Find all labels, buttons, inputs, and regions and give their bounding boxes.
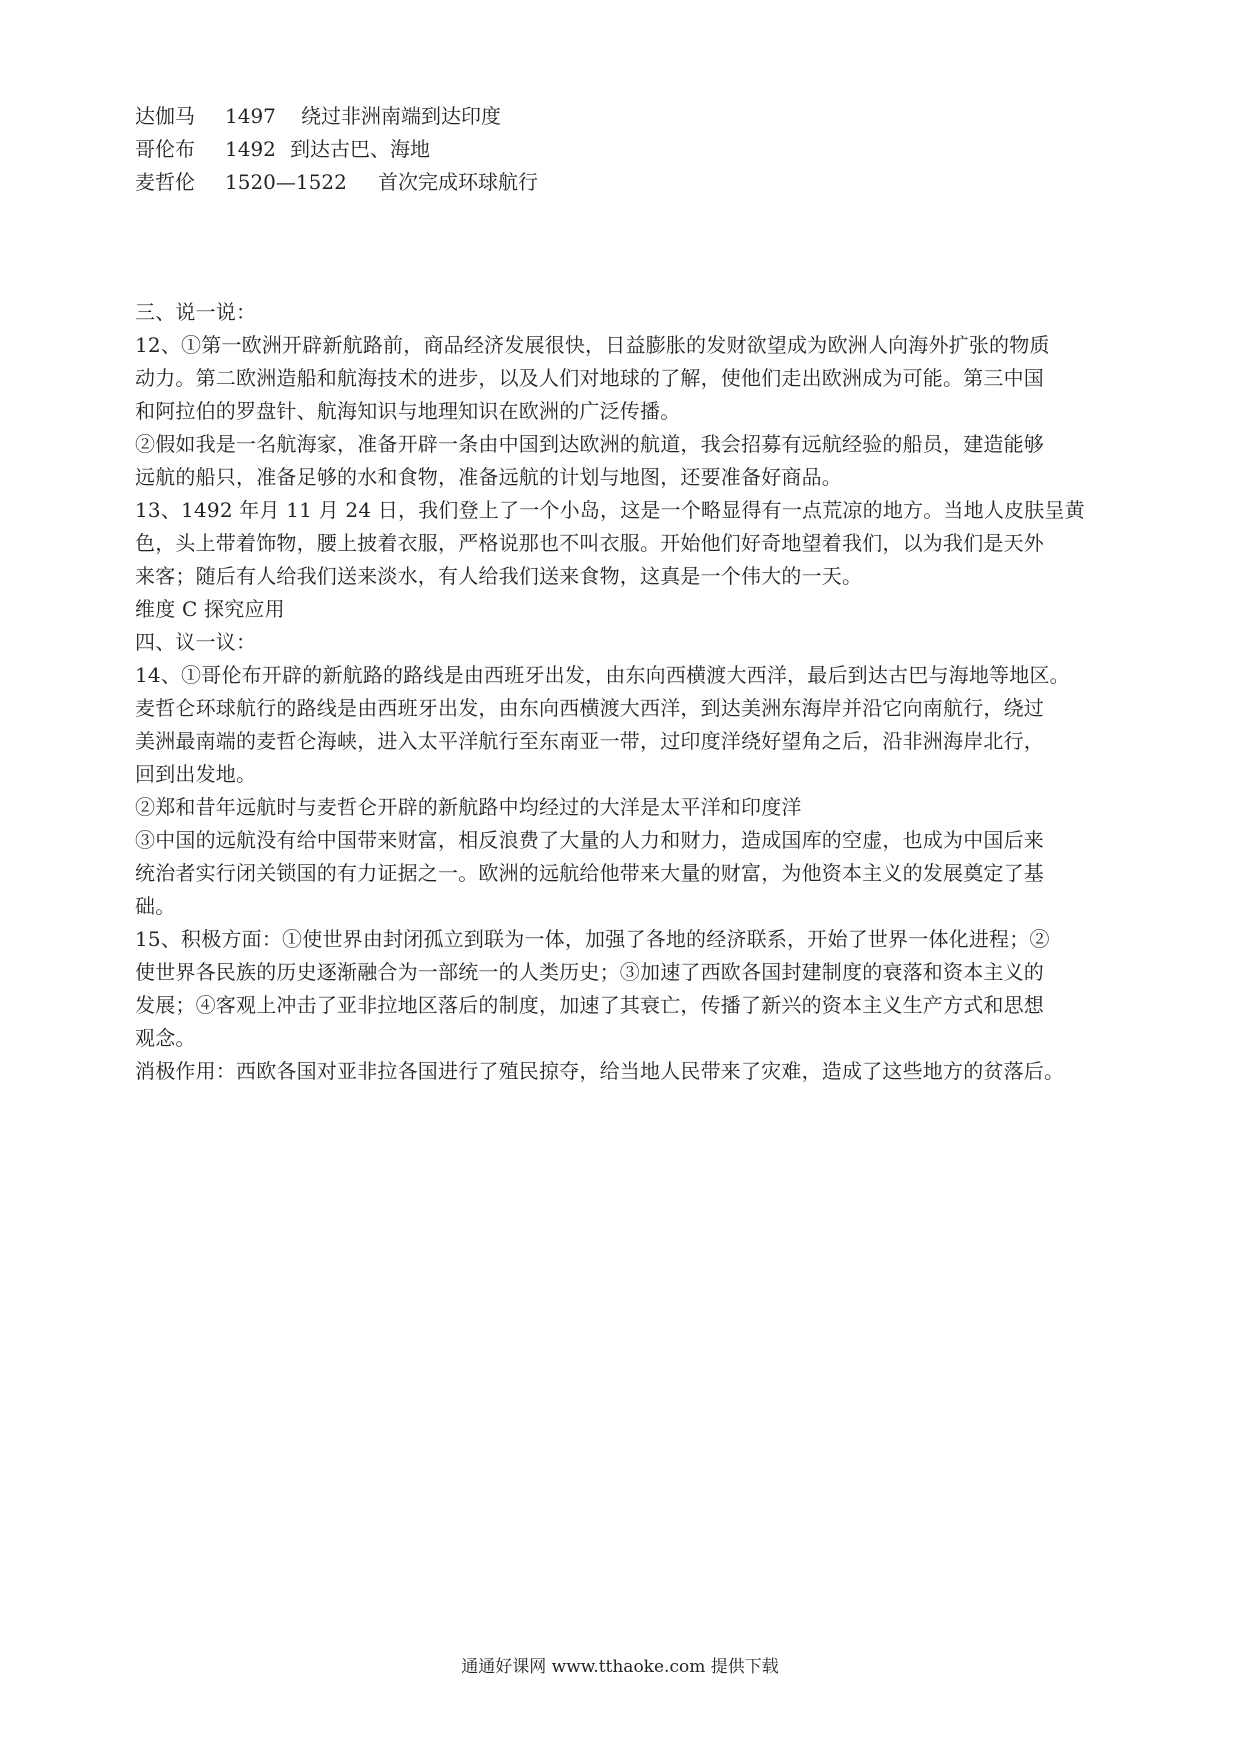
paragraph-line: 13、1492 年月 11 月 24 日，我们登上了一个小岛，这是一个略显得有一点荒凉的地方。当地人皮肤呈黄 bbox=[135, 498, 1085, 522]
navigator-name: 哥伦布 bbox=[135, 137, 195, 161]
navigator-name: 麦哲伦 bbox=[135, 170, 195, 194]
paragraph-line: 发展；④客观上冲击了亚非拉地区落后的制度，加速了其衰亡，传播了新兴的资本主义生产方式和思想 bbox=[135, 993, 1044, 1017]
paragraph-line: 麦哲仑环球航行的路线是由西班牙出发，由东向西横渡大西洋，到达美洲东海岸并沿它向南航行，绕过 bbox=[135, 696, 1044, 720]
navigator-year: 1492 bbox=[225, 137, 276, 161]
paragraph-line: 消极作用：西欧各国对亚非拉各国进行了殖民掠夺，给当地人民带来了灾难，造成了这些地方的贫落后。 bbox=[135, 1059, 1065, 1083]
navigator-year: 1520—1522 bbox=[225, 170, 347, 194]
navigator-achievement: 绕过非洲南端到达印度 bbox=[301, 104, 501, 128]
paragraph-line: 动力。第二欧洲造船和航海技术的进步，以及人们对地球的了解，使他们走出欧洲成为可能。第三中国 bbox=[135, 366, 1044, 390]
navigator-achievement: 首次完成环球航行 bbox=[378, 170, 538, 194]
paragraph-line: 远航的船只，准备足够的水和食物，准备远航的计划与地图，还要准备好商品。 bbox=[135, 465, 842, 489]
section-label-dimension-c: 维度 C 探究应用 bbox=[135, 597, 285, 621]
paragraph-line: 15、积极方面：①使世界由封闭孤立到联为一体，加强了各地的经济联系，开始了世界一体化进程；② bbox=[135, 927, 1050, 951]
paragraph-line: 美洲最南端的麦哲仑海峡，进入太平洋航行至东南亚一带，过印度洋绕好望角之后，沿非洲海岸北行， bbox=[135, 729, 1044, 753]
paragraph-line: 来客；随后有人给我们送来淡水，有人给我们送来食物，这真是一个伟大的一天。 bbox=[135, 564, 863, 588]
paragraph-line: ②假如我是一名航海家，准备开辟一条由中国到达欧洲的航道，我会招募有远航经验的船员，建造能够 bbox=[135, 432, 1044, 456]
paragraph-line: 础。 bbox=[135, 894, 176, 918]
section-heading-speak: 三、说一说： bbox=[135, 300, 257, 324]
paragraph-line: 回到出发地。 bbox=[135, 762, 257, 786]
navigator-achievement: 到达古巴、海地 bbox=[290, 137, 430, 161]
paragraph-line: 色，头上带着饰物，腰上披着衣服，严格说那也不叫衣服。开始他们好奇地望着我们，以为我们是天外 bbox=[135, 531, 1044, 555]
section-heading-discuss: 四、议一议： bbox=[135, 630, 257, 654]
paragraph-line: 和阿拉伯的罗盘针、航海知识与地理知识在欧洲的广泛传播。 bbox=[135, 399, 681, 423]
paragraph-line: 使世界各民族的历史逐渐融合为一部统一的人类历史；③加速了西欧各国封建制度的衰落和资本主义的 bbox=[135, 960, 1044, 984]
navigator-year: 1497 bbox=[225, 104, 276, 128]
paragraph-line: ③中国的远航没有给中国带来财富，相反浪费了大量的人力和财力，造成国库的空虚，也成为中国后来 bbox=[135, 828, 1044, 852]
paragraph-line: 12、①第一欧洲开辟新航路前，商品经济发展很快，日益膨胀的发财欲望成为欧洲人向海外扩张的物质 bbox=[135, 333, 1050, 357]
paragraph-line: 14、①哥伦布开辟的新航路的路线是由西班牙出发，由东向西横渡大西洋，最后到达古巴与海地等地区。 bbox=[135, 663, 1070, 687]
paragraph-line: 统治者实行闭关锁国的有力证据之一。欧洲的远航给他带来大量的财富，为他资本主义的发展奠定了基 bbox=[135, 861, 1044, 885]
page-footer: 通通好课网 www.tthaoke.com 提供下载 bbox=[461, 1657, 779, 1677]
navigator-name: 达伽马 bbox=[135, 104, 195, 128]
paragraph-line: 观念。 bbox=[135, 1026, 196, 1050]
paragraph-line: ②郑和昔年远航时与麦哲仑开辟的新航路中均经过的大洋是太平洋和印度洋 bbox=[135, 795, 802, 819]
